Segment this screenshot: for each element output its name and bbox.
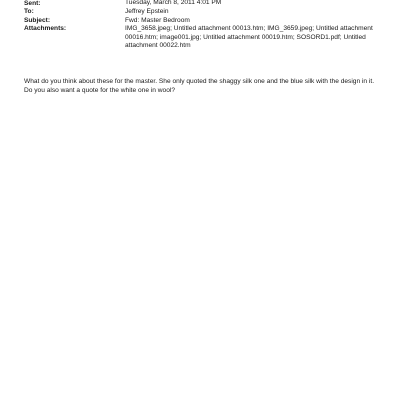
body-paragraph-2: Do you also want a quote for the white one in wool? bbox=[24, 86, 176, 94]
sent-value: Tuesday, March 8, 2011 4:01 PM bbox=[125, 0, 222, 6]
header-row-attachments bbox=[24, 25, 384, 50]
body-paragraph-1: What do you think about these for the master. She only quoted the shaggy silk one and the blue silk with the design in it. bbox=[24, 78, 375, 85]
attachments-label: Attachments: bbox=[24, 25, 67, 33]
header-row-to bbox=[24, 8, 384, 16]
email-header bbox=[24, 0, 384, 50]
subject-label: Subject: bbox=[24, 16, 51, 24]
attachments-value: IMG_3658.jpeg; Untitled attachment 00013.htm; IMG_3659.jpeg; Untitled attachment 00016.htm; image001.jpg; Untitled attachment 00019.htm; SOSORD1.pdf; Untitled attachment 00022.htm bbox=[125, 25, 373, 50]
sent-label: Sent: bbox=[24, 0, 41, 7]
to-label: To: bbox=[24, 8, 34, 16]
header-row-subject bbox=[24, 17, 384, 25]
to-value: Jeffrey Epstein bbox=[125, 8, 169, 16]
email-body bbox=[24, 78, 384, 95]
subject-value: Fwd: Master Bedroom bbox=[125, 16, 190, 24]
header-row-sent bbox=[24, 0, 384, 8]
